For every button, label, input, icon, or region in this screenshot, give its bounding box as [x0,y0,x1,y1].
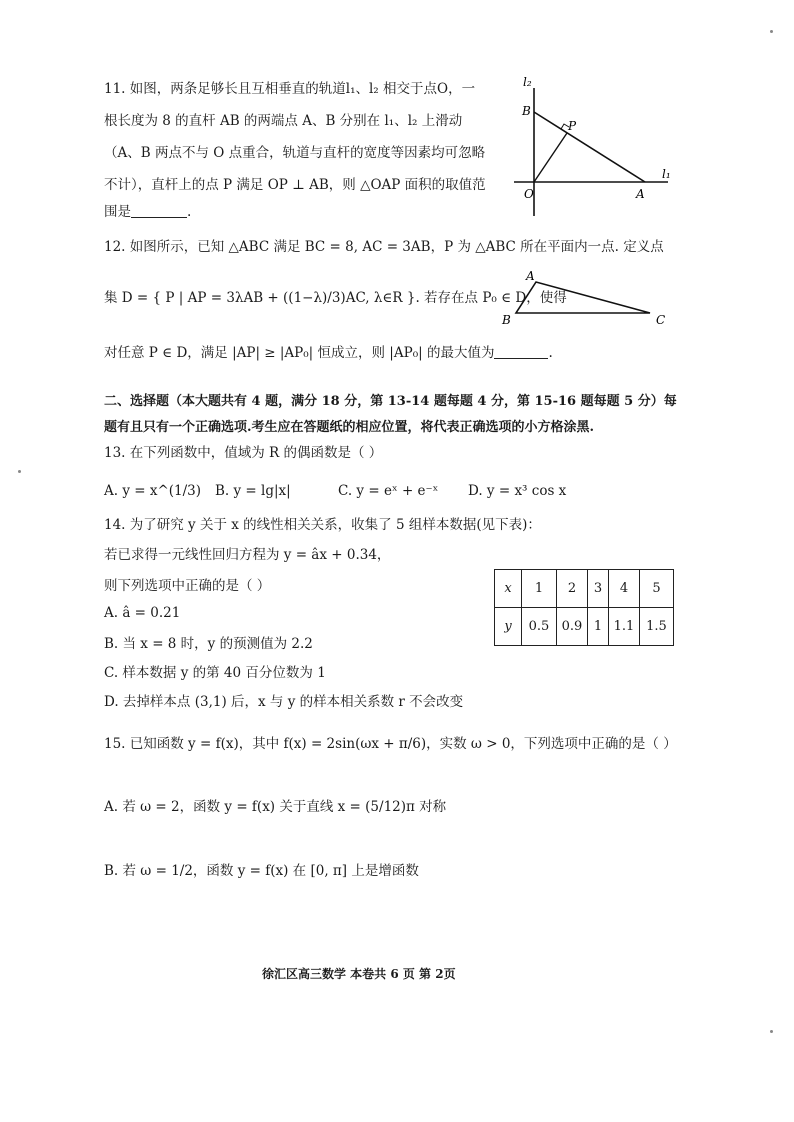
q11-line-5-text: 围是 [104,204,131,220]
table-row-y [495,608,674,646]
q15-option-a[interactable]: A. 若 ω = 2，函数 y = f(x) 关于直线 x = (5/12)π 对称 [104,799,447,815]
table-cell: 1.1 [609,608,640,646]
q11-figure [510,70,680,220]
q12-line-3-text: 对任意 P ∈ D，满足 |AP| ≥ |AP₀| 恒成立，则 |AP₀| 的最大值为 [104,345,495,361]
q11-line-1: 11. 如图，两条足够长且互相垂直的轨道l₁、l₂ 相交于点O，一 [104,81,476,97]
page-footer: 徐汇区高三数学 本卷共 6 页 第 2页 [262,967,456,981]
label-l2: l₂ [523,75,532,89]
table-cell: 2 [557,570,588,608]
q11-line-2: 根长度为 8 的直杆 AB 的两端点 A、B 分别在 l₁、l₂ 上滑动 [104,113,463,129]
label-l1: l₁ [662,167,671,181]
scan-speck [770,1030,773,1033]
q12-set-definition: 集 D = { P | AP = 3λAB + ((1−λ)/3)AC, λ∈R }. 若存在点 P₀ ∈ D，使得 [104,290,567,306]
table-row-x [495,570,674,608]
triangle-abc [516,282,650,313]
table-cell: 1 [522,570,557,608]
segment-op [534,133,567,182]
q11-answer-blank[interactable] [131,203,187,218]
q14-data-table [494,569,674,646]
q12-triangle-figure [498,268,678,328]
table-cell: 3 [588,570,609,608]
label-a: A [636,187,645,201]
label-p: P [568,119,577,133]
q12-line-3-end: . [548,345,553,361]
label-c: C [656,313,666,327]
table-cell: y [495,608,522,646]
label-b: B [522,104,531,118]
q15-option-b[interactable]: B. 若 ω = 1/2，函数 y = f(x) 在 [0, π] 上是增函数 [104,863,419,879]
section-2-header-line-1: 二、选择题（本大题共有 4 题，满分 18 分，第 13-14 题每题 4 分，第 15-16 题每题 5 分）每 [104,394,677,409]
q14-line-2: 若已求得一元线性回归方程为 y = âx + 0.34， [104,547,391,563]
q14-option-d[interactable]: D. 去掉样本点 (3,1) 后，x 与 y 的样本相关系数 r 不会改变 [104,694,464,710]
q13-option-a[interactable]: A. y = x^(1/3) [104,483,202,499]
q14-option-c[interactable]: C. 样本数据 y 的第 40 百分位数为 1 [104,665,326,681]
q12-line-3 [104,344,553,362]
q13-option-c[interactable]: C. y = eˣ + e⁻ˣ [338,483,439,499]
scan-speck [18,470,21,473]
q14-option-b[interactable]: B. 当 x = 8 时，y 的预测值为 2.2 [104,636,313,652]
q15-stem: 15. 已知函数 y = f(x)，其中 f(x) = 2sin(ωx + π/6)，实数 ω > 0，下列选项中正确的是（ ） [104,736,677,752]
table-cell: x [495,570,522,608]
table-cell: 0.9 [557,608,588,646]
label-a: A [526,269,535,283]
q11-line-4: 不计），直杆上的点 P 满足 OP ⊥ AB，则 △OAP 面积的取值范 [104,177,486,193]
q13-option-b[interactable]: B. y = lg|x| [215,483,291,499]
section-2-header-line-2: 题有且只有一个正确选项.考生应在答题纸的相应位置，将代表正确选项的小方格涂黑. [104,420,595,435]
label-o: O [524,187,534,201]
table-cell: 1 [588,608,609,646]
q14-line-1: 14. 为了研究 y 关于 x 的线性相关关系，收集了 5 组样本数据(见下表)： [104,517,541,533]
q11-line-3: （A、B 两点不与 O 点重合，轨道与直杆的宽度等因素均可忽略 [104,145,486,161]
q13-option-d[interactable]: D. y = x³ cos x [468,483,567,499]
table-cell: 0.5 [522,608,557,646]
segment-ab [534,112,645,182]
table-cell: 4 [609,570,640,608]
q14-line-3: 则下列选项中正确的是（ ） [104,578,271,594]
table-cell: 5 [640,570,674,608]
table-cell: 1.5 [640,608,674,646]
q13-stem: 13. 在下列函数中，值域为 R 的偶函数是（ ） [104,445,383,461]
q12-line-1: 12. 如图所示，已知 △ABC 满足 BC = 8, AC = 3AB，P 为 △ABC 所在平面内一点. 定义点 [104,239,664,255]
label-b: B [502,313,511,327]
q11-line-5-end: . [187,204,192,220]
q14-option-a[interactable]: A. â = 0.21 [104,605,181,621]
q12-answer-blank[interactable] [494,344,548,359]
q11-line-5 [104,203,191,221]
scan-speck [770,30,773,33]
